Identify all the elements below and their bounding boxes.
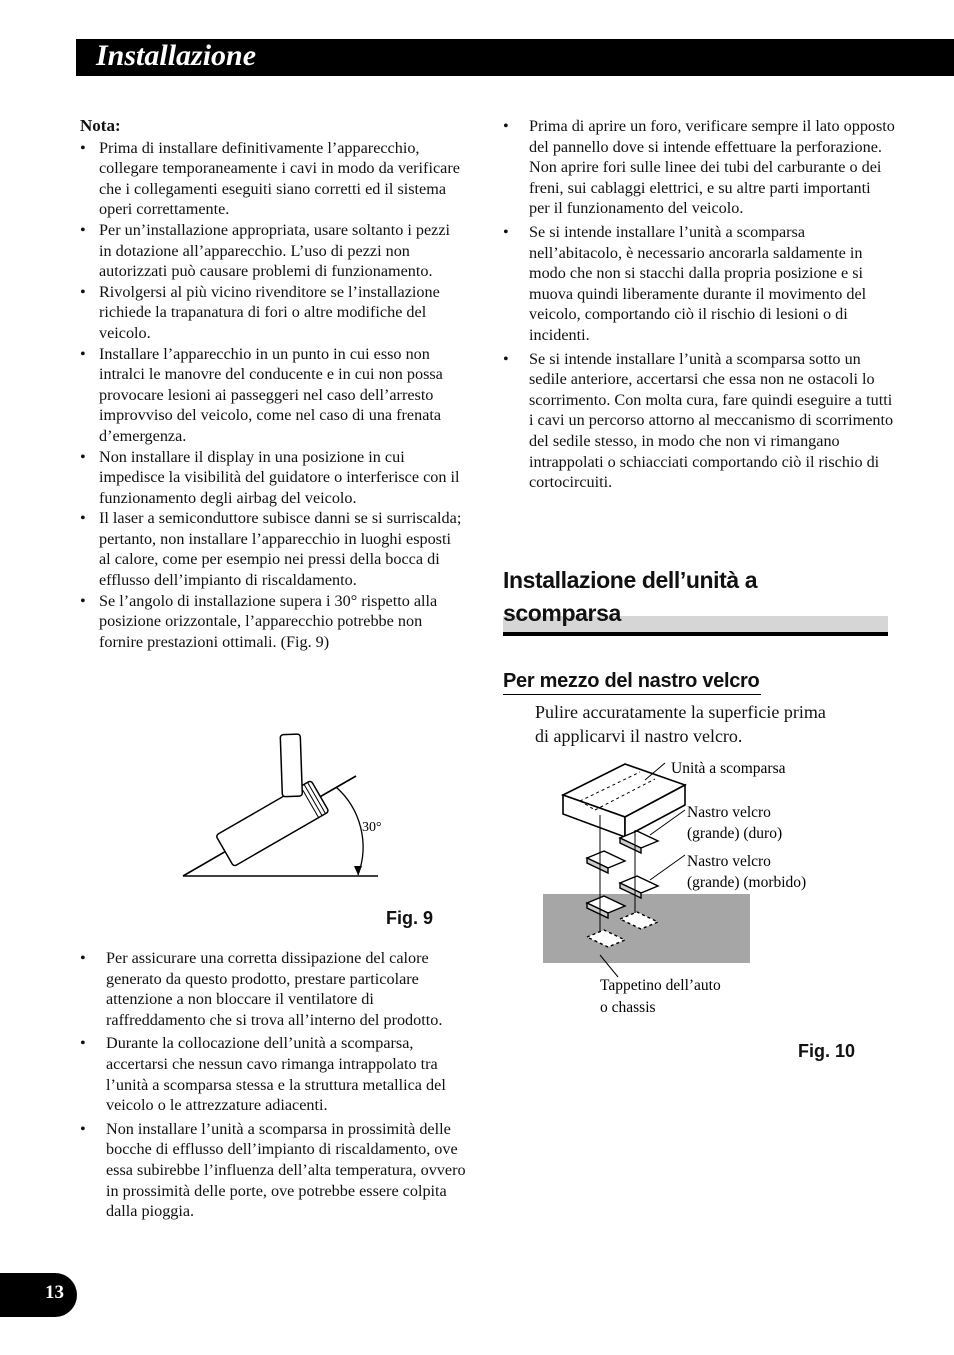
label-soft-1: Nastro velcro [687,853,771,870]
device-body [216,780,329,866]
nota-label: Nota: [80,116,121,135]
list-item: • Se si intende installare l’unità a scomparsa nell’abitacolo, è necessario ancorarla saldamente in modo che non si stacchi dalla propria posizione e si muova quindi liberamente durante il movimento del veicolo, comportando ciò il rischio di lesioni o di incidenti. [503,222,895,346]
list-item: • Rivolgersi al più vicino rivenditore se l’installazione richiede la trapanatura di fori o altre modifiche del veicolo. [80,282,466,344]
section-title [503,564,888,630]
fig10-diagram [540,755,840,1020]
list-item: • Installare l’apparecchio in un punto in cui esso non intralci le manovre del conducente e in cui non possa provocare lesioni ai passeggeri nel caso dell’arresto improvviso del veicolo, come nel caso di una frenata d’emergenza. [80,344,466,447]
label-mat-2: o chassis [600,999,656,1016]
intro-line1: Pulire accuratamente la superficie prima [535,702,826,722]
angle-label: 30° [362,820,382,835]
angle-arc [336,787,363,875]
list-item: • Se si intende installare l’unità a scomparsa sotto un sedile anteriore, accertarsi che essa non ne ostacoli lo scorrimento. Con molta cura, fare quindi eseguire a tutti i cavi un percorso attorno al meccanismo di scorrimento del sedile stesso, in modo che non vi rimangano intrappolati o schiacciati comportando ciò il rischio di cortocircuiti. [503,349,895,493]
notes-list [80,138,466,653]
list-item: • Non installare l’unità a scomparsa in prossimità delle bocche di efflusso dell’impianto di riscaldamento, ove essa subirebbe l’influenza dell’alta temperatura, ovvero in prossimità delle porte, ove potrebbe essere colpita dalla pioggia. [80,1119,472,1222]
fig10-caption: Fig. 10 [798,1041,856,1061]
page-title: Installazione [96,39,257,72]
right-column [503,116,895,496]
label-hard-2: (grande) (duro) [687,825,783,842]
label-mat-1: Tappetino dell’auto [600,977,721,994]
page-number-tab [0,1273,77,1317]
list-item: • Per un’installazione appropriata, usare soltanto i pezzi in dotazione all’apparecchio. L’uso di pezzi non autorizzati può causare problemi di funzionamento. [80,220,466,282]
intro-line2: di applicarvi il nastro velcro. [535,726,743,746]
fig9-caption: Fig. 9 [386,908,434,928]
list-item: • Prima di installare definitivamente l’apparecchio, collegare temporaneamente i cavi in modo da verificare che i collegamenti eseguiti siano corretti ed il sistema operi correttamente. [80,138,466,220]
list-item: • Il laser a semiconduttore subisce danni se si surriscalda; pertanto, non installare l’apparecchio in luoghi esposti al calore, come per esempio nei pressi della bocca di efflusso dell’impianto di riscaldamento. [80,508,466,590]
subsection-title: Per mezzo del nastro velcro [503,668,761,695]
section-title-line1: Installazione dell’unità a [503,567,758,593]
intro-paragraph [535,700,875,748]
car-floor-area [543,894,750,963]
notes-column [80,116,466,652]
header-bar [76,39,954,76]
fig9-diagram [170,700,390,885]
label-hard-1: Nastro velcro [687,804,771,821]
list-item: • Per assicurare una corretta dissipazione del calore generato da questo prodotto, prestare particolare attenzione a non bloccare il ventilatore di raffreddamento che si trova all’interno del prodotto. [80,948,472,1030]
right-list [503,116,895,493]
list-item: • Non installare il display in una posizione in cui impedisce la visibilità del guidatore o interferisce con il funzionamento degli airbag del veicolo. [80,447,466,509]
hideaway-unit [563,764,685,837]
list-item: • Durante la collocazione dell’unità a scomparsa, accertarsi che nessun cavo rimanga intrappolato tra l’unità a scomparsa stessa e la struttura metallica del veicolo o le attrezzature adiacenti. [80,1033,472,1115]
arc-arrowhead [354,866,362,875]
page-number: 13 [45,1282,64,1303]
heat-list [80,948,472,1222]
label-soft-2: (grande) (morbido) [687,874,807,891]
section-title-line2: scomparsa [503,600,621,626]
list-item: • Se l’angolo di installazione supera i 30° rispetto alla posizione orizzontale, l’apparecchio potrebbe non fornire prestazioni ottimali. (Fig. 9) [80,591,466,653]
notes-column-lower [80,948,472,1225]
list-item: • Prima di aprire un foro, verificare sempre il lato opposto del pannello dove si intende effettuare la perforazione. Non aprire fori sulle linee dei tubi del carburante o dei freni, sui cablaggi elettrici, e su altre parti importanti per il funzionamento del veicolo. [503,116,895,219]
label-unit: Unità a scomparsa [671,760,786,777]
